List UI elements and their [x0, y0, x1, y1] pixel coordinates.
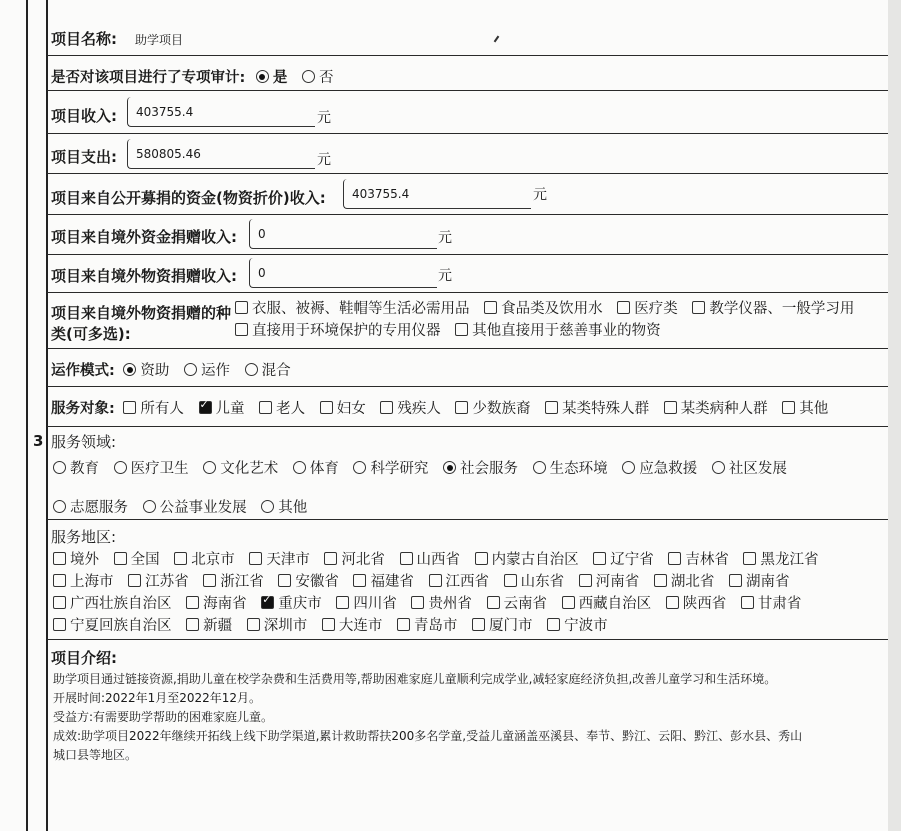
- row-audit: [47, 56, 888, 91]
- service-field-label: 服务领域:: [51, 433, 117, 451]
- radio-icon[interactable]: [261, 500, 274, 513]
- row-public-income: [47, 174, 888, 215]
- checkbox-icon[interactable]: [53, 596, 66, 609]
- project-name-label: 项目名称:: [51, 30, 117, 48]
- goods-types-label-1: 项目来自境外物资捐赠的种: [51, 304, 232, 322]
- area-option[interactable]: 上海市: [53, 570, 114, 591]
- target-option[interactable]: 某类特殊人群: [545, 397, 649, 418]
- foreign-fund-label: 项目来自境外资金捐赠收入:: [51, 228, 237, 246]
- field-option[interactable]: 科学研究: [353, 457, 428, 478]
- goods-type-option[interactable]: 医疗类: [617, 297, 678, 318]
- radio-icon[interactable]: [184, 363, 197, 376]
- checkbox-icon[interactable]: [547, 618, 560, 631]
- area-option[interactable]: 山东省: [504, 570, 565, 591]
- area-option[interactable]: 云南省: [487, 592, 548, 613]
- page-edge: [888, 0, 901, 831]
- radio-icon[interactable]: [114, 461, 127, 474]
- field-option[interactable]: 生态环境: [533, 457, 608, 478]
- foreign-goods-label: 项目来自境外物资捐赠收入:: [51, 267, 237, 285]
- goods-type-option[interactable]: 食品类及饮用水: [484, 297, 603, 318]
- checkbox-icon[interactable]: [186, 618, 199, 631]
- foreign-fund-input[interactable]: 0: [249, 219, 437, 249]
- area-option[interactable]: 境外: [53, 548, 99, 569]
- expense-unit: 元: [317, 152, 331, 168]
- area-option[interactable]: 湖南省: [729, 570, 790, 591]
- row-income: [47, 91, 888, 134]
- checkbox-icon[interactable]: [249, 552, 262, 565]
- intro-line: 受益方:有需要助学帮助的困难家庭儿童。: [53, 710, 274, 724]
- area-option[interactable]: 河北省: [324, 548, 385, 569]
- area-option[interactable]: 广西壮族自治区: [53, 592, 172, 613]
- area-option[interactable]: 厦门市: [472, 614, 533, 635]
- area-option[interactable]: 宁夏回族自治区: [53, 614, 172, 635]
- checkbox-icon[interactable]: [545, 401, 558, 414]
- checkbox-icon[interactable]: [562, 596, 575, 609]
- checkbox-icon[interactable]: [259, 401, 272, 414]
- area-option[interactable]: 深圳市: [247, 614, 308, 635]
- area-option[interactable]: 辽宁省: [593, 548, 654, 569]
- intro-label: 项目介绍:: [51, 649, 117, 667]
- area-option[interactable]: 新疆: [186, 614, 232, 635]
- foreign-goods-input[interactable]: 0: [249, 258, 437, 288]
- checkbox-icon[interactable]: [666, 596, 679, 609]
- checkbox-icon[interactable]: [123, 401, 136, 414]
- checkbox-icon[interactable]: [484, 301, 497, 314]
- area-option[interactable]: 内蒙古自治区: [475, 548, 579, 569]
- income-unit: 元: [317, 110, 331, 126]
- radio-icon[interactable]: [293, 461, 306, 474]
- goods-type-option[interactable]: 教学仪器、一般学习用: [692, 297, 854, 318]
- checkbox-checked-icon[interactable]: [261, 596, 274, 609]
- field-option[interactable]: 应急救援: [622, 457, 697, 478]
- checkbox-icon[interactable]: [114, 552, 127, 565]
- public-income-input[interactable]: 403755.4: [343, 179, 531, 209]
- checkbox-icon[interactable]: [353, 574, 366, 587]
- area-option[interactable]: 天津市: [249, 548, 310, 569]
- goods-type-option[interactable]: 其他直接用于慈善事业的物资: [455, 319, 661, 340]
- row-service-target: [47, 387, 888, 427]
- service-target-label: 服务对象:: [51, 401, 115, 417]
- radio-icon[interactable]: [353, 461, 366, 474]
- radio-icon[interactable]: [622, 461, 635, 474]
- radio-icon[interactable]: [203, 461, 216, 474]
- area-option[interactable]: 河南省: [579, 570, 640, 591]
- area-option[interactable]: 黑龙江省: [743, 548, 818, 569]
- intro-line: 成效:助学项目2022年继续开拓线上线下助学渠道,累计救助帮扶200多名学童,受益儿童涵盖巫溪县、奉节、黔江、云阳、黔江、彭水县、秀山: [53, 729, 803, 743]
- radio-selected-icon[interactable]: [443, 461, 456, 474]
- field-option[interactable]: 医疗卫生: [114, 457, 189, 478]
- row-foreign-fund: [47, 215, 888, 255]
- checkbox-icon[interactable]: [400, 552, 413, 565]
- checkbox-icon[interactable]: [174, 552, 187, 565]
- checkbox-icon[interactable]: [322, 618, 335, 631]
- intro-line: 助学项目通过链接资源,捐助儿童在校学杂费和生活费用等,帮助困难家庭儿童顺利完成学业,减轻家庭经济负担,改善儿童学习和生活环境。: [53, 672, 777, 686]
- checkbox-icon[interactable]: [380, 401, 393, 414]
- income-label: 项目收入:: [51, 107, 117, 125]
- radio-icon[interactable]: [712, 461, 725, 474]
- area-option[interactable]: 福建省: [353, 570, 414, 591]
- radio-icon[interactable]: [533, 461, 546, 474]
- area-option[interactable]: 浙江省: [203, 570, 264, 591]
- area-option[interactable]: 江西省: [429, 570, 490, 591]
- checkbox-icon[interactable]: [235, 301, 248, 314]
- area-option[interactable]: 北京市: [174, 548, 235, 569]
- left-border: [26, 0, 28, 831]
- row-expense: [47, 134, 888, 174]
- checkbox-icon[interactable]: [278, 574, 291, 587]
- field-option[interactable]: 公益事业发展: [143, 496, 247, 517]
- checkbox-icon[interactable]: [475, 552, 488, 565]
- area-option[interactable]: 吉林省: [668, 548, 729, 569]
- area-option[interactable]: 江苏省: [128, 570, 189, 591]
- radio-icon[interactable]: [245, 363, 258, 376]
- intro-line: 开展时间:2022年1月至2022年12月。: [53, 691, 262, 705]
- target-option[interactable]: ✓ 儿童: [199, 397, 245, 418]
- checkbox-icon[interactable]: [247, 618, 260, 631]
- checkbox-icon[interactable]: [472, 618, 485, 631]
- radio-selected-icon[interactable]: [123, 363, 136, 376]
- checkbox-icon[interactable]: [743, 552, 756, 565]
- radio-icon[interactable]: [143, 500, 156, 513]
- checkbox-icon[interactable]: [320, 401, 333, 414]
- area-option[interactable]: 甘肃省: [741, 592, 802, 613]
- checkbox-icon[interactable]: [235, 323, 248, 336]
- checkbox-icon[interactable]: [782, 401, 795, 414]
- field-option[interactable]: 志愿服务: [53, 496, 128, 517]
- checkbox-icon[interactable]: [455, 401, 468, 414]
- target-option[interactable]: 少数族裔: [455, 397, 530, 418]
- checkbox-icon[interactable]: [53, 574, 66, 587]
- public-income-label: 项目来自公开募捐的资金(物资折价)收入:: [51, 189, 326, 207]
- radio-selected-icon[interactable]: [256, 70, 269, 83]
- target-option[interactable]: 其他: [782, 397, 828, 418]
- checkbox-icon[interactable]: [336, 596, 349, 609]
- target-option[interactable]: 妇女: [320, 397, 366, 418]
- target-option[interactable]: 所有人: [123, 397, 184, 418]
- foreign-goods-unit: 元: [438, 268, 452, 284]
- checkbox-icon[interactable]: [53, 618, 66, 631]
- radio-icon[interactable]: [53, 500, 66, 513]
- service-area-label: 服务地区:: [51, 528, 117, 546]
- area-option[interactable]: 宁波市: [547, 614, 608, 635]
- intro-section: [47, 640, 888, 831]
- area-option[interactable]: 安徽省: [278, 570, 339, 591]
- checkbox-icon[interactable]: [487, 596, 500, 609]
- checkbox-icon[interactable]: [654, 574, 667, 587]
- goods-type-option[interactable]: 衣服、被褥、鞋帽等生活必需用品: [235, 297, 470, 318]
- checkbox-icon[interactable]: [186, 596, 199, 609]
- checkbox-checked-icon[interactable]: [199, 401, 212, 414]
- public-income-unit: 元: [533, 187, 547, 203]
- area-option[interactable]: 全国: [114, 548, 160, 569]
- expense-label: 项目支出:: [51, 148, 117, 166]
- row-operation: [47, 349, 888, 387]
- area-option[interactable]: 青岛市: [397, 614, 458, 635]
- checkbox-icon[interactable]: [429, 574, 442, 587]
- field-option[interactable]: 文化艺术: [203, 457, 278, 478]
- area-option[interactable]: 湖北省: [654, 570, 715, 591]
- area-option[interactable]: 山西省: [400, 548, 461, 569]
- checkbox-icon[interactable]: [203, 574, 216, 587]
- expense-input[interactable]: 580805.46: [127, 139, 315, 169]
- checkbox-icon[interactable]: [668, 552, 681, 565]
- radio-icon[interactable]: [53, 461, 66, 474]
- target-option[interactable]: 某类病种人群: [664, 397, 768, 418]
- checkbox-icon[interactable]: [324, 552, 337, 565]
- income-input[interactable]: 403755.4: [127, 97, 315, 127]
- row-foreign-goods: [47, 255, 888, 293]
- row-number: 3: [33, 432, 44, 450]
- operation-option-fund[interactable]: 资助: [123, 359, 169, 380]
- field-option[interactable]: 体育: [293, 457, 339, 478]
- foreign-fund-unit: 元: [438, 230, 452, 246]
- checkbox-icon[interactable]: [455, 323, 468, 336]
- target-option[interactable]: 老人: [259, 397, 305, 418]
- field-option[interactable]: 社区发展: [712, 457, 787, 478]
- area-option[interactable]: 贵州省: [411, 592, 472, 613]
- row-project-name: [47, 14, 888, 56]
- project-name-value[interactable]: 助学项目: [135, 33, 184, 47]
- intro-line: 城口县等地区。: [53, 748, 138, 762]
- checkbox-icon[interactable]: [397, 618, 410, 631]
- audit-yes-option[interactable]: 是: [256, 66, 288, 87]
- area-option[interactable]: 大连市: [322, 614, 383, 635]
- field-option[interactable]: 社会服务: [443, 457, 518, 478]
- area-option[interactable]: 西藏自治区: [562, 592, 652, 613]
- target-option[interactable]: 残疾人: [380, 397, 441, 418]
- row-goods-types: [47, 293, 888, 349]
- checkbox-icon[interactable]: [741, 596, 754, 609]
- operation-label: 运作模式:: [51, 363, 115, 379]
- field-option[interactable]: 教育: [53, 457, 99, 478]
- checkbox-icon[interactable]: [664, 401, 677, 414]
- checkbox-icon[interactable]: [593, 552, 606, 565]
- checkbox-icon[interactable]: [128, 574, 141, 587]
- operation-option-mixed[interactable]: 混合: [245, 359, 291, 380]
- operation-option-run[interactable]: 运作: [184, 359, 230, 380]
- field-option[interactable]: 其他: [261, 496, 307, 517]
- area-option[interactable]: ✓ 重庆市: [261, 592, 322, 613]
- checkbox-icon[interactable]: [579, 574, 592, 587]
- goods-type-option[interactable]: 直接用于环境保护的专用仪器: [235, 319, 441, 340]
- radio-icon[interactable]: [302, 70, 315, 83]
- checkbox-icon[interactable]: [53, 552, 66, 565]
- checkbox-icon[interactable]: [411, 596, 424, 609]
- audit-no-option[interactable]: 否: [302, 66, 334, 87]
- row-service-field: [47, 427, 888, 520]
- checkbox-icon[interactable]: [617, 301, 630, 314]
- checkbox-icon[interactable]: [504, 574, 517, 587]
- area-option[interactable]: 海南省: [186, 592, 247, 613]
- area-option[interactable]: 四川省: [336, 592, 397, 613]
- area-option[interactable]: 陕西省: [666, 592, 727, 613]
- goods-types-label-2: 类(可多选):: [51, 325, 131, 343]
- row-service-area: [47, 520, 888, 640]
- checkbox-icon[interactable]: [729, 574, 742, 587]
- audit-label: 是否对该项目进行了专项审计:: [51, 70, 246, 86]
- checkbox-icon[interactable]: [692, 301, 705, 314]
